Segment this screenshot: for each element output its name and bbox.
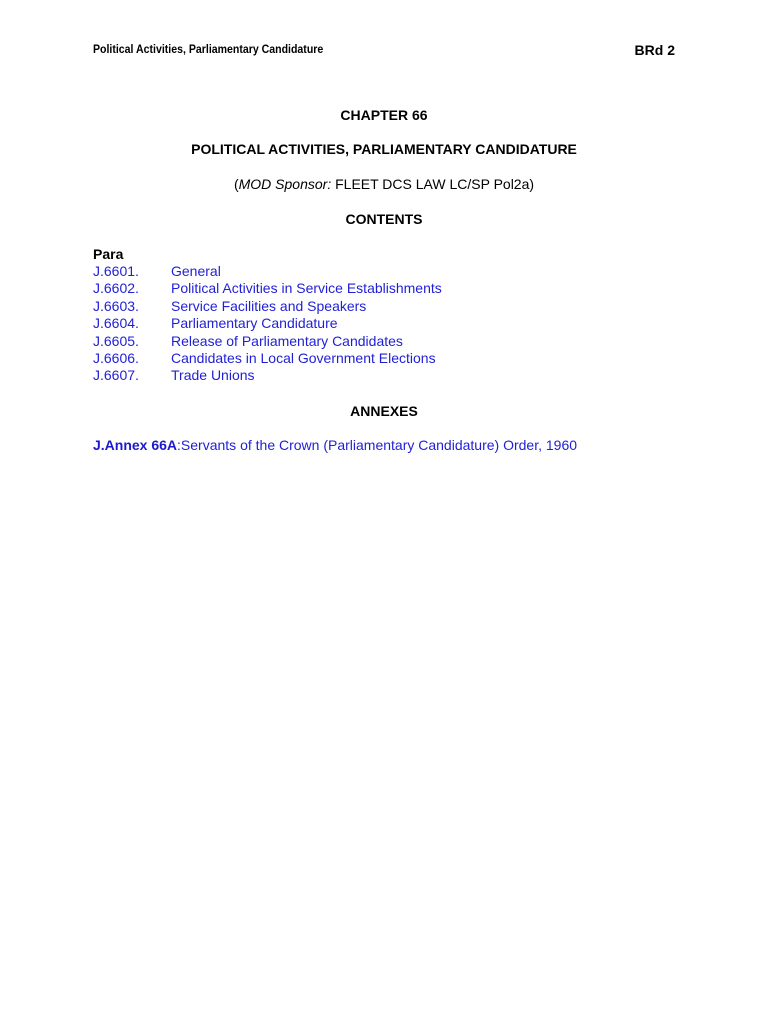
contents-item-title: General: [171, 263, 221, 279]
sponsor-open-paren: (: [233, 176, 239, 192]
contents-item-j6601[interactable]: [93, 263, 593, 280]
contents-item-number: J.6607.: [93, 367, 139, 384]
contents-item-j6603[interactable]: [93, 298, 593, 315]
contents-list: [93, 263, 593, 385]
contents-item-number: J.6602.: [93, 280, 139, 297]
contents-item-j6607[interactable]: [93, 367, 593, 384]
annexes-heading: ANNEXES: [350, 403, 418, 419]
contents-item-title: Candidates in Local Government Elections: [171, 349, 436, 366]
contents-item-title: Trade Unions: [171, 367, 255, 384]
sponsor-line: [0, 176, 768, 192]
contents-item-number: J.6606.: [93, 349, 139, 366]
annex-title: :Servants of the Crown (Parliamentary Candidature) Order, 1960: [177, 437, 578, 453]
contents-item-number: J.6605.: [93, 332, 139, 349]
contents-item-title: Release of Parliamentary Candidates: [171, 332, 403, 349]
contents-item-j6606[interactable]: [93, 350, 593, 367]
contents-item-number: J.6601.: [93, 263, 139, 279]
annex-link-66a[interactable]: [93, 437, 577, 453]
contents-item-number: J.6604.: [93, 315, 139, 332]
header-book-reference: BRd 2: [634, 42, 675, 58]
chapter-subtitle: POLITICAL ACTIVITIES, PARLIAMENTARY CANDIDATURE: [191, 141, 577, 157]
contents-item-title: Political Activities in Service Establishments: [171, 280, 442, 297]
contents-heading: CONTENTS: [345, 211, 423, 227]
contents-item-j6605[interactable]: [93, 333, 593, 350]
contents-item-number: J.6603.: [93, 297, 139, 314]
chapter-title: CHAPTER 66: [340, 107, 428, 123]
para-column-heading: Para: [93, 246, 124, 262]
contents-item-title: Parliamentary Candidature: [171, 315, 338, 332]
running-header: [93, 42, 675, 62]
sponsor-value: FLEET DCS LAW LC/SP Pol2a): [331, 176, 535, 192]
annex-reference: J.Annex 66A: [93, 437, 178, 453]
header-document-title: Political Activities, Parliamentary Candidature: [93, 42, 324, 56]
contents-item-j6604[interactable]: [93, 315, 593, 332]
contents-item-title: Service Facilities and Speakers: [171, 297, 367, 314]
contents-item-j6602[interactable]: [93, 280, 593, 297]
sponsor-label: MOD Sponsor:: [238, 176, 332, 192]
